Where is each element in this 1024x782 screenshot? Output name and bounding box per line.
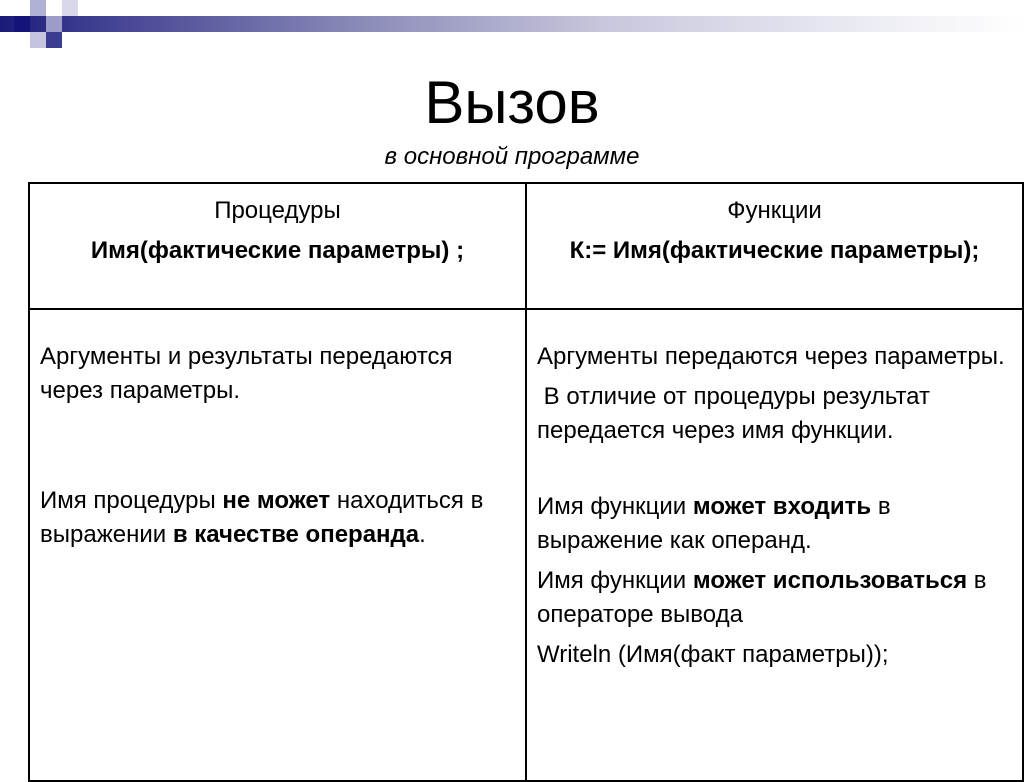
procedures-usage-text: Имя процедуры не может находиться в выражении в качестве операнда. (40, 487, 484, 548)
table-row (29, 183, 1023, 309)
procedures-syntax: Имя(фактические параметры) ; (90, 237, 465, 264)
functions-result-text: В отличие от процедуры результат передается через имя функции. (537, 383, 937, 444)
slide-subtitle: в основной программе (384, 143, 640, 170)
functions-header: Функции (727, 197, 822, 224)
functions-usage-output: Имя функции может использоваться в операторе вывода (537, 567, 987, 628)
functions-syntax: К:= Имя(фактические параметры); (569, 237, 980, 264)
functions-usage-expression: Имя функции может входить в выражение как операнд. (537, 493, 891, 554)
decor-square-light (46, 16, 62, 32)
decor-square-light (30, 32, 46, 48)
functions-details-cell (526, 309, 1023, 781)
functions-header-cell (526, 183, 1023, 309)
procedures-args-text: Аргументы и результаты передаются через параметры. (40, 343, 453, 404)
functions-args-text: Аргументы передаются через параметры. (537, 343, 1005, 370)
decor-square-dark (14, 16, 30, 32)
functions-example-code: Writeln (Имя(факт параметры)); (537, 641, 889, 668)
decor-square-dark (46, 32, 62, 48)
comparison-table (28, 182, 1024, 782)
slide-title: Вызов (424, 69, 600, 136)
decor-square-light (30, 0, 46, 16)
table-row (29, 309, 1023, 781)
procedures-details-cell (29, 309, 526, 781)
decor-square-light (62, 0, 78, 16)
procedures-header: Процедуры (214, 197, 341, 224)
header-gradient-band (0, 16, 1024, 32)
procedures-header-cell (29, 183, 526, 309)
